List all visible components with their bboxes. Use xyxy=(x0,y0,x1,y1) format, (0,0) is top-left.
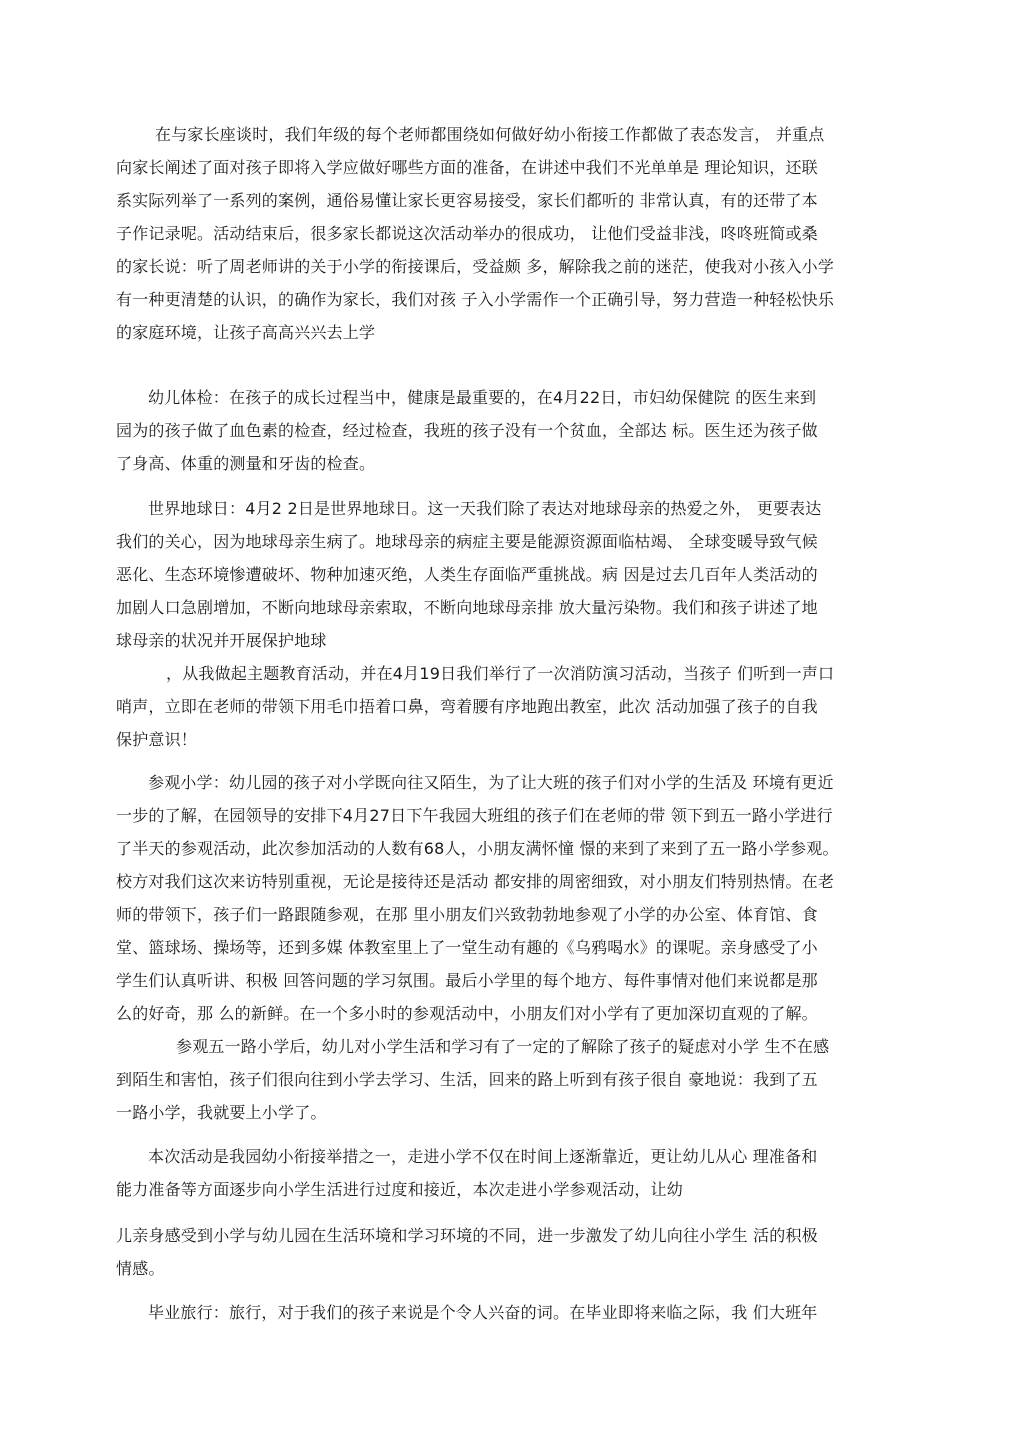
text-line: 学生们认真听讲、积极 回答问题的学习氛围。最后小学里的每个地方、每件事情对他们来说都是那 xyxy=(116,971,818,990)
text-line: 毕业旅行：旅行，对于我们的孩子来说是个令人兴奋的词。在毕业即将来临之际，我 们大班年 xyxy=(148,1303,818,1322)
text-line: 一路小学，我就要上小学了。 xyxy=(116,1103,327,1122)
text-line: 有一种更清楚的认识，的确作为家长，我们对孩 子入小学需作一个正确引导，努力营造一种轻松快乐 xyxy=(116,290,835,309)
text-line: 幼儿体检：在孩子的成长过程当中，健康是最重要的，在4月22日，市妇幼保健院 的医生来到 xyxy=(148,388,817,407)
text-line: 参观五一路小学后，幼儿对小学生活和学习有了一定的了解除了孩子的疑虑对小学 生不在感 xyxy=(176,1037,830,1056)
text-line: 在与家长座谈时，我们年级的每个老师都围绕如何做好幼小衔接工作都做了表态发言， 并重点 xyxy=(155,125,825,144)
text-line: 校方对我们这次来访特别重视，无论是接待还是活动 都安排的周密细致，对小朋友们特别热情。在老 xyxy=(116,872,835,891)
text-line: ，从我做起主题教育活动，并在4月19日我们举行了一次消防演习活动，当孩子 们听到一声口 xyxy=(166,664,835,683)
text-line: 情感。 xyxy=(116,1259,165,1278)
text-line: 到陌生和害怕，孩子们很向往到小学去学习、生活，回来的路上听到有孩子很自 豪地说：我到了五 xyxy=(116,1070,818,1089)
text-line: 向家长阐述了面对孩子即将入学应做好哪些方面的准备，在讲述中我们不光单单是 理论知识，还联 xyxy=(116,158,818,177)
text-line: 参观小学：幼儿园的孩子对小学既向往又陌生，为了让大班的孩子们对小学的生活及 环境有更近 xyxy=(148,773,834,792)
text-line: 能力准备等方面逐步向小学生活进行过度和接近，本次走进小学参观活动，让幼 xyxy=(116,1180,684,1199)
text-line: 一步的了解，在园领导的安排下4月27日下午我园大班组的孩子们在老师的带 领下到五一路小学进行 xyxy=(116,806,833,825)
text-line: 的家庭环境，让孩子高高兴兴去上学 xyxy=(116,323,376,342)
text-line: 保护意识！ xyxy=(116,730,198,749)
text-line: 师的带领下，孩子们一路跟随参观，在那 里小朋友们兴致勃勃地参观了小学的办公室、体育馆、食 xyxy=(116,905,818,924)
text-line: 了半天的参观活动，此次参加活动的人数有68人，小朋友满怀憧 憬的来到了来到了五一路小学参观。 xyxy=(116,839,839,858)
text-line: 哨声，立即在老师的带领下用毛巾捂着口鼻，弯着腰有序地跑出教室，此次 活动加强了孩子的自我 xyxy=(116,697,818,716)
text-line: 恶化、生态环境惨遭破坏、物种加速灭绝，人类生存面临严重挑战。病 因是过去几百年人类活动的 xyxy=(116,565,818,584)
text-line: 了身高、体重的测量和牙齿的检查。 xyxy=(116,454,376,473)
text-line: 球母亲的状况并开展保护地球 xyxy=(116,631,327,650)
text-line: 世界地球日：4月2 2日是世界地球日。这一天我们除了表达对地球母亲的热爱之外， 更要表达 xyxy=(148,499,822,518)
text-line: 我们的关心，因为地球母亲生病了。地球母亲的病症主要是能源资源面临枯竭、 全球变暖导致气候 xyxy=(116,532,818,551)
text-line: 堂、篮球场、操场等，还到多媒 体教室里上了一堂生动有趣的《乌鸦喝水》的课呢。亲身感受了小 xyxy=(116,938,818,957)
text-line: 么的好奇，那 么的新鲜。在一个多小时的参观活动中，小朋友们对小学有了更加深切直观的了解。 xyxy=(116,1004,818,1023)
text-line: 的家长说：听了周老师讲的关于小学的衔接课后，受益颇 多，解除我之前的迷茫，使我对小孩入小学 xyxy=(116,257,835,276)
text-line: 子作记录呢。活动结束后，很多家长都说这次活动举办的很成功， 让他们受益非浅，咚咚班简或桑 xyxy=(116,224,818,243)
text-line: 本次活动是我园幼小衔接举措之一，走进小学不仅在时间上逐渐靠近，更让幼儿从心 理准备和 xyxy=(148,1147,818,1166)
text-line: 儿亲身感受到小学与幼儿园在生活环境和学习环境的不同，进一步激发了幼儿向往小学生 活的积极 xyxy=(116,1226,818,1245)
text-line: 加剧人口急剧增加，不断向地球母亲索取，不断向地球母亲排 放大量污染物。我们和孩子讲述了地 xyxy=(116,598,818,617)
text-line: 园为的孩子做了血色素的检查，经过检查，我班的孩子没有一个贫血，全部达 标。医生还为孩子做 xyxy=(116,421,818,440)
text-line: 系实际列举了一系列的案例，通俗易懂让家长更容易接受，家长们都听的 非常认真，有的还带了本 xyxy=(116,191,818,210)
